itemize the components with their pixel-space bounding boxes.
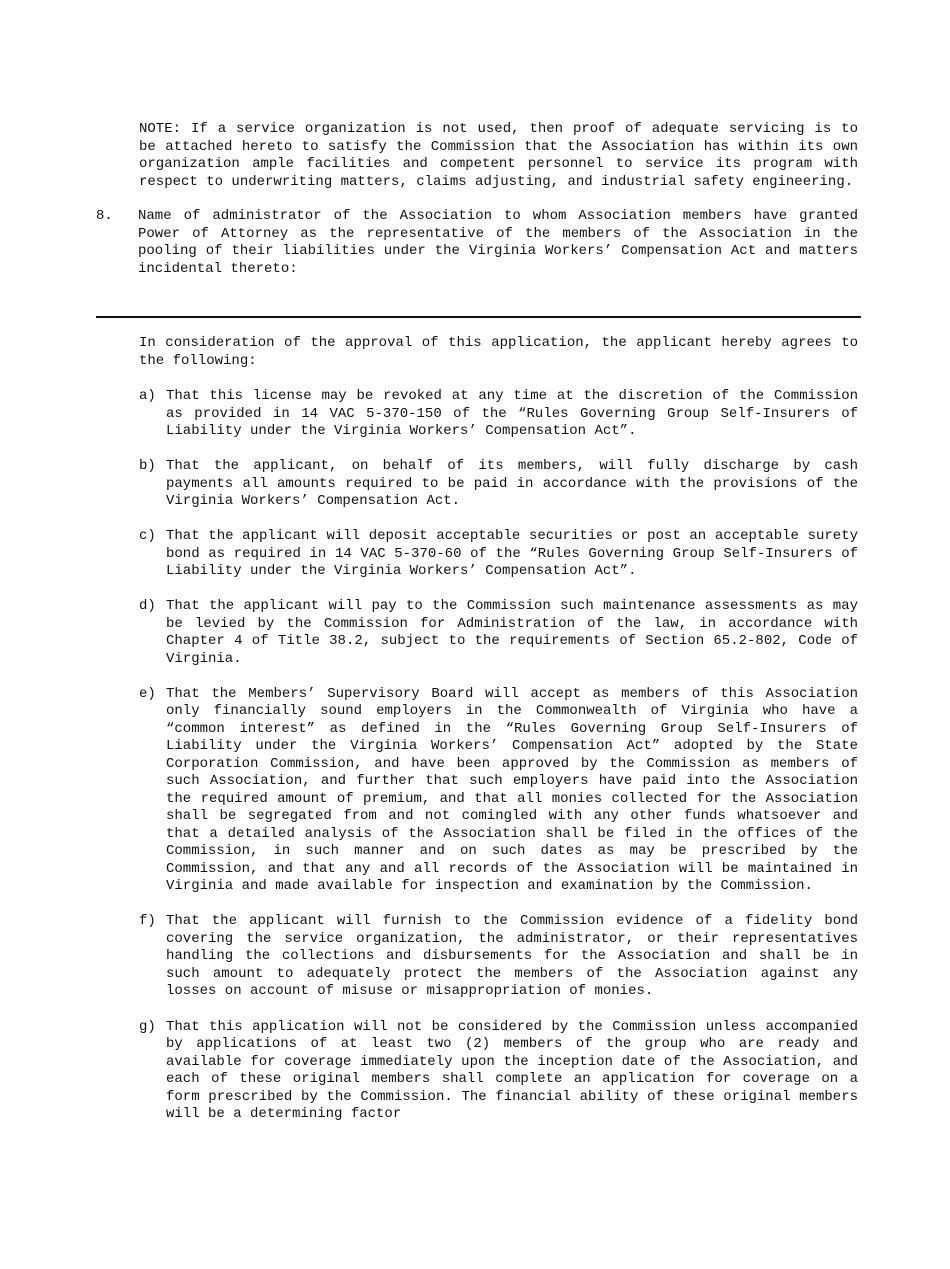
clause-letter: f) [139, 913, 156, 930]
clause-f [139, 913, 858, 1001]
clause-letter: b) [139, 458, 156, 475]
clause-text: That the applicant, on behalf of its members, will fully discharge by cash payments all amounts required to be paid in accordance with the provisions of the Virginia Workers’ Compensation Act. [166, 458, 858, 510]
clause-b [139, 458, 858, 511]
item-8-administrator [96, 208, 858, 278]
clause-text: That this license may be revoked at any time at the discretion of the Commission as provided in 14 VAC 5-370-150 of the “Rules Governing Group Self-Insurers of Liability under the Virginia Workers’ Compensation Act”. [166, 388, 858, 439]
clause-text: That this application will not be considered by the Commission unless accompanied by applications of at least two (2) members of the group who are ready and available for coverage immediately upon the inception date of the Association, and each of these original members shall complete an application for coverage on a form prescribed by the Commission. The financial ability of these original members will be a determining factor [166, 1018, 858, 1123]
service-organization-note: NOTE: If a service organization is not used, then proof of adequate servicing is to be attached hereto to satisfy the Commission that the Association has within its own organization ample facilities and competent personnel to service its program with respect to underwriting matters, claims adjusting, and industrial safety engineering. [139, 121, 858, 190]
clause-letter: e) [139, 685, 156, 702]
item-8-text: Name of administrator of the Association to whom Association members have granted Power of Attorney as the representative of the members of the Association in the pooling of their liabilities under the Virginia Workers’ Compensation Act and matters incidental thereto: [138, 208, 858, 277]
clause-d [139, 598, 858, 668]
clause-letter: a) [139, 388, 156, 404]
clause-text: That the applicant will deposit acceptable securities or post an acceptable surety bond as required in 14 VAC 5-370-60 of the “Rules Governing Group Self-Insurers of Liability under the Virginia Workers’ Compensation Act”. [166, 528, 858, 580]
clause-text: That the applicant will furnish to the Commission evidence of a fidelity bond covering the service organization, the administrator, or their representatives handling the collections and disbursements for the Association and shall be in such amount to adequately protect the members of the Association against any losses on account of misuse or misappropriation of monies. [166, 913, 858, 1000]
clause-text: That the Members’ Supervisory Board will accept as members of this Association only financially sound employers in the Commonwealth of Virginia who have a “common interest” as defined in the “Rules Governing Group Self-Insurers of Liability under the Virginia Workers’ Compensation Act” adopted by the State Corporation Commission, and have been approved by the Commission as members of such Association, and further that such employers have paid into the Association the required amount of premium, and that all monies collected for the Association shall be segregated from and not comingled with any other funds whatsoever and that a detailed analysis of the Association shall be filed in the offices of the Commission, in such manner and on such dates as may be prescribed by the Commission, and that any and all records of the Association will be maintained in Virginia and made available for inspection and examination by the Commission. [166, 685, 858, 895]
administrator-name-line [96, 316, 861, 318]
clause-text: That the applicant will pay to the Commission such maintenance assessments as may be levied by the Commission for Administration of the law, in accordance with Chapter 4 of Title 38.2, subject to the requirements of Section 65.2-802, Code of Virginia. [166, 598, 858, 667]
clause-letter: d) [139, 598, 156, 615]
agreement-clauses [139, 388, 858, 1141]
clause-letter: g) [139, 1018, 156, 1035]
clause-g [139, 1019, 858, 1124]
clause-letter: c) [139, 528, 156, 545]
item-8-number: 8. [96, 208, 113, 224]
agreement-intro: In consideration of the approval of this application, the applicant hereby agrees to the following: [139, 335, 858, 369]
clause-a [139, 388, 858, 441]
clause-e [139, 686, 858, 896]
clause-c [139, 528, 858, 581]
